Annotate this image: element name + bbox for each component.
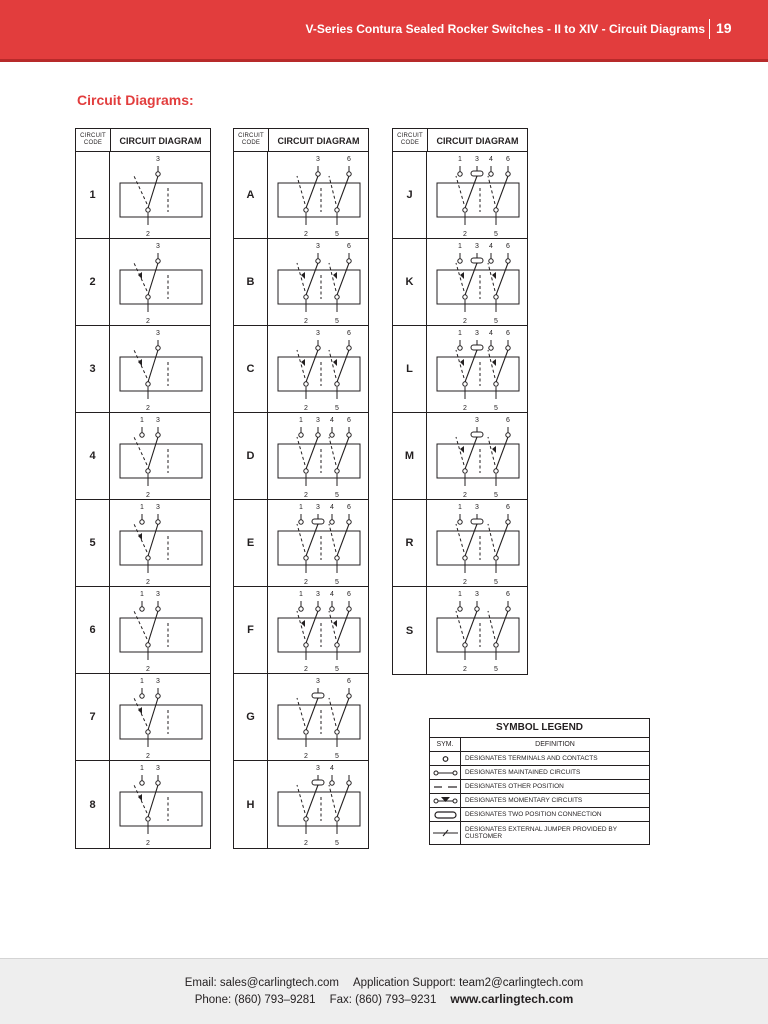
terminal-label: 2 (146, 231, 150, 238)
two-position-connection-icon (430, 808, 461, 821)
circuit-diagram-header: CIRCUIT DIAGRAM (277, 136, 360, 146)
terminal-label: 5 (494, 405, 498, 412)
circuit-row (76, 413, 210, 500)
legend-definition: DESIGNATES TWO POSITION CONNECTION (465, 811, 602, 818)
terminal-label: 2 (304, 666, 308, 673)
legend-header (430, 738, 649, 752)
circuit-code: E (234, 500, 268, 586)
switch-outline (120, 618, 202, 652)
terminal-label: 6 (347, 156, 351, 163)
section-title: Circuit Diagrams: (77, 92, 194, 108)
momentary-circuit-icon (430, 794, 461, 807)
terminal-label: 6 (347, 417, 351, 424)
circuit-code: K (393, 239, 427, 325)
terminal-label: 3 (316, 330, 320, 337)
terminal-label: 6 (506, 243, 510, 250)
terminal-label: 2 (463, 492, 467, 499)
terminal-label: 2 (304, 840, 308, 847)
terminal-label: 3 (316, 504, 320, 511)
terminal-label: 3 (475, 330, 479, 337)
switch-outline (437, 444, 519, 478)
legend-row (430, 752, 649, 766)
circuit-row (76, 761, 210, 848)
footer-phone-line (0, 992, 768, 1006)
terminal-label: 3 (475, 591, 479, 598)
circuit-diagram (268, 674, 368, 760)
terminal-label: 5 (335, 318, 339, 325)
switch-outline (437, 618, 519, 652)
legend-def-header: DEFINITION (535, 741, 575, 748)
terminal-label: 1 (458, 156, 462, 163)
header-title: V-Series Contura Sealed Rocker Switches - II to XIV - Circuit Diagrams (305, 22, 705, 36)
footer-phone: Phone: (860) 793–9281 (194, 994, 316, 1006)
circuit-code: F (234, 587, 268, 673)
switch-outline (437, 270, 519, 304)
terminal-label: 1 (140, 504, 144, 511)
circuit-diagram (110, 413, 210, 499)
terminal-label: 2 (146, 405, 150, 412)
switch-outline (278, 618, 360, 652)
terminal-label: 1 (458, 330, 462, 337)
table-header (76, 129, 210, 152)
circuit-diagram (427, 413, 527, 499)
terminal-label: 3 (316, 591, 320, 598)
switch-outline (437, 183, 519, 217)
terminal-label: 6 (506, 591, 510, 598)
legend-row (430, 822, 649, 844)
terminal-label: 1 (140, 678, 144, 685)
circuit-row (393, 587, 527, 674)
terminal-label: 1 (299, 504, 303, 511)
circuit-table-3 (392, 128, 528, 675)
legend-rows (430, 752, 649, 844)
terminal-label: 5 (494, 579, 498, 586)
circuit-code: 3 (76, 326, 110, 412)
terminal-label: 3 (316, 417, 320, 424)
circuit-diagram (268, 587, 368, 673)
terminal-label: 6 (347, 504, 351, 511)
terminal-label: 4 (330, 417, 334, 424)
switch-outline (437, 531, 519, 565)
other-position-icon (430, 780, 461, 793)
circuit-code: 1 (76, 152, 110, 238)
circuit-row (393, 239, 527, 326)
circuit-code: R (393, 500, 427, 586)
circuit-row (76, 152, 210, 239)
terminal-label: 4 (330, 591, 334, 598)
circuit-code: G (234, 674, 268, 760)
terminal-label: 5 (494, 318, 498, 325)
terminal-label: 2 (463, 405, 467, 412)
circuit-code: B (234, 239, 268, 325)
circuit-diagram-header: CIRCUIT DIAGRAM (119, 136, 202, 146)
terminal-label: 5 (335, 666, 339, 673)
circuit-diagram (110, 500, 210, 586)
maintained-circuit-icon (430, 766, 461, 779)
terminal-label: 4 (489, 330, 493, 337)
circuit-diagram (427, 239, 527, 325)
footer-fax: Fax: (860) 793–9231 (329, 994, 437, 1006)
terminal-label: 6 (506, 504, 510, 511)
terminal-label: 3 (475, 417, 479, 424)
page-number: 19 (716, 20, 732, 36)
circuit-code-header: CIRCUIT CODE (393, 129, 428, 151)
terminal-label: 6 (506, 417, 510, 424)
circuit-code: L (393, 326, 427, 412)
terminal-label: 5 (335, 231, 339, 238)
terminal-label: 3 (475, 504, 479, 511)
footer (0, 958, 768, 1024)
switch-outline (120, 792, 202, 826)
circuit-diagram (268, 761, 368, 848)
circuit-code-header: CIRCUIT CODE (76, 129, 111, 151)
terminal-label: 4 (330, 504, 334, 511)
header-rule (0, 59, 768, 62)
terminal-label: 6 (347, 243, 351, 250)
circuit-diagram (268, 152, 368, 238)
terminal-label: 2 (146, 666, 150, 673)
terminal-label: 1 (458, 504, 462, 511)
legend-sym-header: SYM. (430, 738, 461, 751)
terminal-label: 5 (335, 492, 339, 499)
terminal-label: 1 (140, 417, 144, 424)
terminal-label: 5 (335, 579, 339, 586)
circuit-code-header: CIRCUIT CODE (234, 129, 269, 151)
switch-outline (120, 357, 202, 391)
circuit-row (234, 500, 368, 587)
circuit-row (234, 152, 368, 239)
circuit-diagram (110, 239, 210, 325)
switch-outline (278, 183, 360, 217)
circuit-code: S (393, 587, 427, 674)
circuit-row (76, 587, 210, 674)
circuit-code: D (234, 413, 268, 499)
switch-outline (120, 531, 202, 565)
circuit-diagram (268, 413, 368, 499)
circuit-diagram (268, 500, 368, 586)
circuit-code: 6 (76, 587, 110, 673)
circuit-code: A (234, 152, 268, 238)
circuit-row (234, 761, 368, 848)
circuit-row (234, 587, 368, 674)
circuit-code: M (393, 413, 427, 499)
terminal-label: 2 (463, 579, 467, 586)
symbol-legend (429, 718, 650, 845)
terminal-label: 3 (316, 156, 320, 163)
terminal-label: 2 (304, 231, 308, 238)
terminal-label: 2 (146, 492, 150, 499)
legend-row (430, 808, 649, 822)
terminal-label: 4 (489, 156, 493, 163)
switch-outline (120, 444, 202, 478)
switch-outline (278, 270, 360, 304)
terminal-label: 3 (156, 156, 160, 163)
terminal-label: 5 (494, 492, 498, 499)
circuit-row (76, 239, 210, 326)
circuit-diagram (110, 761, 210, 848)
terminal-label: 6 (347, 330, 351, 337)
circuit-diagram (110, 587, 210, 673)
switch-outline (278, 705, 360, 739)
terminal-label: 5 (335, 405, 339, 412)
terminal-label: 2 (304, 579, 308, 586)
terminal-label: 2 (146, 840, 150, 847)
legend-definition: DESIGNATES OTHER POSITION (465, 783, 564, 790)
terminal-label: 2 (146, 753, 150, 760)
circuit-code: 5 (76, 500, 110, 586)
terminal-label: 1 (299, 417, 303, 424)
circuit-row (76, 674, 210, 761)
terminal-label: 3 (316, 765, 320, 772)
circuit-diagram (110, 674, 210, 760)
legend-row (430, 780, 649, 794)
terminal-label: 2 (304, 405, 308, 412)
circuit-row (76, 326, 210, 413)
circuit-row (234, 413, 368, 500)
terminal-label: 3 (156, 504, 160, 511)
terminal-label: 2 (463, 231, 467, 238)
table-header (234, 129, 368, 152)
circuit-row (393, 326, 527, 413)
circuit-code: J (393, 152, 427, 238)
circuit-diagram (427, 500, 527, 586)
terminal-label: 6 (506, 330, 510, 337)
switch-outline (278, 531, 360, 565)
terminal-label: 3 (316, 678, 320, 685)
terminal-label: 3 (156, 678, 160, 685)
terminal-label: 3 (156, 765, 160, 772)
circuit-row (234, 674, 368, 761)
circuit-code: 4 (76, 413, 110, 499)
terminal-label: 5 (494, 231, 498, 238)
terminal-label: 2 (146, 318, 150, 325)
circuit-row (393, 413, 527, 500)
circuit-code: H (234, 761, 268, 848)
circuit-diagram-header: CIRCUIT DIAGRAM (436, 136, 519, 146)
terminal-label: 2 (304, 753, 308, 760)
circuit-diagram (427, 587, 527, 674)
terminal-label: 2 (463, 318, 467, 325)
legend-definition: DESIGNATES MOMENTARY CIRCUITS (465, 797, 583, 804)
terminal-label: 3 (156, 330, 160, 337)
circuit-code: 2 (76, 239, 110, 325)
circuit-code: 7 (76, 674, 110, 760)
circuit-row (234, 239, 368, 326)
footer-contact-line (0, 977, 768, 989)
circuit-row (393, 152, 527, 239)
terminal-label: 4 (330, 765, 334, 772)
circuit-row (393, 500, 527, 587)
terminal-label: 2 (304, 492, 308, 499)
legend-row (430, 766, 649, 780)
terminal-label: 5 (335, 753, 339, 760)
terminal-label: 2 (463, 666, 467, 673)
switch-outline (278, 357, 360, 391)
terminal-label: 1 (140, 765, 144, 772)
terminal-label: 5 (494, 666, 498, 673)
header-separator (709, 19, 710, 39)
terminal-label: 4 (489, 243, 493, 250)
terminal-label: 1 (140, 591, 144, 598)
circuit-diagram (110, 152, 210, 238)
circuit-diagram (268, 239, 368, 325)
circuit-table-1 (75, 128, 211, 849)
circuit-code: C (234, 326, 268, 412)
terminal-label: 6 (347, 591, 351, 598)
circuit-diagram (110, 326, 210, 412)
circuit-diagram (427, 326, 527, 412)
legend-definition: DESIGNATES MAINTAINED CIRCUITS (465, 769, 581, 776)
terminal-icon (430, 752, 461, 765)
legend-title: SYMBOL LEGEND (430, 719, 649, 738)
terminal-label: 3 (475, 156, 479, 163)
switch-outline (437, 357, 519, 391)
legend-definition: DESIGNATES EXTERNAL JUMPER PROVIDED BY CUSTOMER (465, 826, 617, 840)
terminal-label: 2 (304, 318, 308, 325)
terminal-label: 3 (156, 591, 160, 598)
circuit-row (234, 326, 368, 413)
terminal-label: 6 (506, 156, 510, 163)
circuit-code: 8 (76, 761, 110, 848)
terminal-label: 2 (146, 579, 150, 586)
terminal-label: 1 (458, 243, 462, 250)
footer-website-link[interactable]: www.carlingtech.com (450, 992, 574, 1006)
terminal-label: 1 (458, 591, 462, 598)
circuit-table-2 (233, 128, 369, 849)
legend-row (430, 794, 649, 808)
legend-definition: DESIGNATES TERMINALS AND CONTACTS (465, 755, 598, 762)
footer-support[interactable]: Application Support: team2@carlingtech.com (352, 977, 584, 989)
terminal-label: 3 (156, 417, 160, 424)
terminal-label: 1 (299, 591, 303, 598)
table-header (393, 129, 527, 152)
circuit-row (76, 500, 210, 587)
terminal-label: 3 (156, 243, 160, 250)
terminal-label: 5 (335, 840, 339, 847)
switch-outline (278, 792, 360, 826)
switch-outline (120, 705, 202, 739)
circuit-diagram (427, 152, 527, 238)
external-jumper-icon (430, 822, 461, 844)
terminal-label: 3 (475, 243, 479, 250)
switch-outline (278, 444, 360, 478)
circuit-diagram (268, 326, 368, 412)
terminal-label: 3 (316, 243, 320, 250)
switch-outline (120, 183, 202, 217)
switch-outline (120, 270, 202, 304)
footer-email[interactable]: Email: sales@carlingtech.com (184, 977, 339, 989)
terminal-label: 6 (347, 678, 351, 685)
